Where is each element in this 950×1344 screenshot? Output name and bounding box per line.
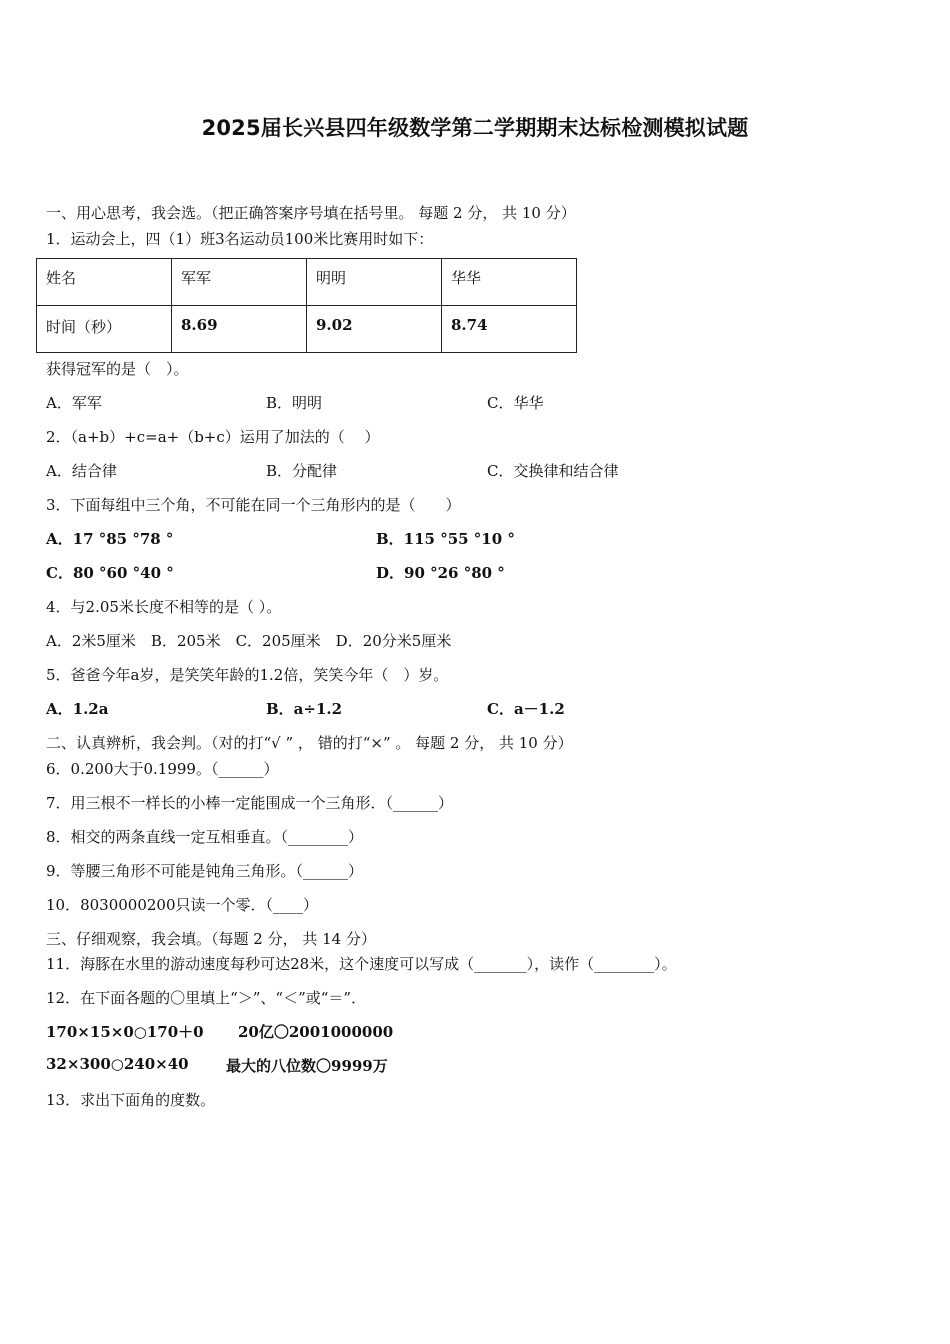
- q5-stem: 5．爸爸今年a岁，是笑笑年龄的1.2倍，笑笑今年（ ）岁。: [46, 666, 449, 684]
- q12-item-3: 32×300○240×40: [46, 1055, 189, 1073]
- table-cell: 军军: [172, 259, 307, 306]
- q5-option-a: A．1.2a: [46, 700, 109, 718]
- q5-option-b: B．a÷1.2: [266, 700, 343, 718]
- q1-question: 获得冠军的是（ ）。: [46, 360, 189, 378]
- q5-option-c: C．a－1.2: [487, 700, 565, 718]
- q1-option-c: C．华华: [487, 394, 544, 412]
- q7: 7．用三根不一样长的小棒一定能围成一个三角形．（______）: [46, 794, 454, 812]
- q3-option-a: A．17 °85 °78 °: [46, 530, 174, 548]
- q12-stem: 12．在下面各题的〇里填上“＞”、“＜”或“＝”．: [46, 989, 367, 1007]
- q12-item-4: 最大的八位数〇9999万: [226, 1057, 388, 1075]
- q3-stem: 3．下面每组中三个角，不可能在同一个三角形内的是（ ）: [46, 496, 461, 514]
- table-cell: 华华: [442, 259, 577, 306]
- table-cell: 明明: [307, 259, 442, 306]
- table-cell: 9.02: [307, 306, 442, 353]
- q2-option-c: C．交换律和结合律: [487, 462, 619, 480]
- q4-stem: 4．与2.05米长度不相等的是（ ）。: [46, 598, 282, 616]
- q3-option-d: D．90 °26 °80 °: [376, 564, 505, 582]
- q8: 8．相交的两条直线一定互相垂直。（________）: [46, 828, 364, 846]
- section-2-heading: 二、认真辨析，我会判。（对的打“√ ” ， 错的打“×” 。 每题 2 分， 共 10 分）: [46, 734, 573, 752]
- race-times-table: [36, 258, 577, 353]
- q1-stem: 1．运动会上，四（1）班3名运动员100米比赛用时如下：: [46, 230, 434, 248]
- q10: 10．8030000200只读一个零．（____）: [46, 896, 319, 914]
- q6: 6．0.200大于0.1999。（______）: [46, 760, 279, 778]
- q11: 11．海豚在水里的游动速度每秒可达28米，这个速度可以写成（_______），读作（________）。: [46, 955, 677, 973]
- q2-stem: 2．（a+b）+c=a+（b+c）运用了加法的（ ）: [46, 428, 380, 446]
- q1-option-a: A．军军: [46, 394, 102, 412]
- q3-option-c: C．80 °60 °40 °: [46, 564, 174, 582]
- q1-option-b: B．明明: [266, 394, 323, 412]
- q4-options: A．2米5厘米 B．205米 C．205厘米 D．20分米5厘米: [46, 632, 452, 650]
- q13: 13．求出下面角的度数。: [46, 1091, 216, 1109]
- q2-option-a: A．结合律: [46, 462, 117, 480]
- q12-item-2: 20亿〇2001000000: [238, 1023, 394, 1041]
- section-3-heading: 三、仔细观察，我会填。（每题 2 分， 共 14 分）: [46, 930, 376, 948]
- q2-option-b: B．分配律: [266, 462, 338, 480]
- table-row: [37, 306, 577, 353]
- q3-option-b: B．115 °55 °10 °: [376, 530, 515, 548]
- section-1-heading: 一、用心思考，我会选。（把正确答案序号填在括号里。 每题 2 分， 共 10 分）: [46, 204, 576, 222]
- table-cell: 8.74: [442, 306, 577, 353]
- table-cell: 8.69: [172, 306, 307, 353]
- q12-item-1: 170×15×0○170＋0: [46, 1023, 204, 1041]
- table-cell: 时间（秒）: [37, 306, 172, 353]
- page-title: 2025届长兴县四年级数学第二学期期末达标检测模拟试题: [201, 116, 749, 140]
- table-row: [37, 259, 577, 306]
- table-cell: 姓名: [37, 259, 172, 306]
- q9: 9．等腰三角形不可能是钝角三角形。（______）: [46, 862, 364, 880]
